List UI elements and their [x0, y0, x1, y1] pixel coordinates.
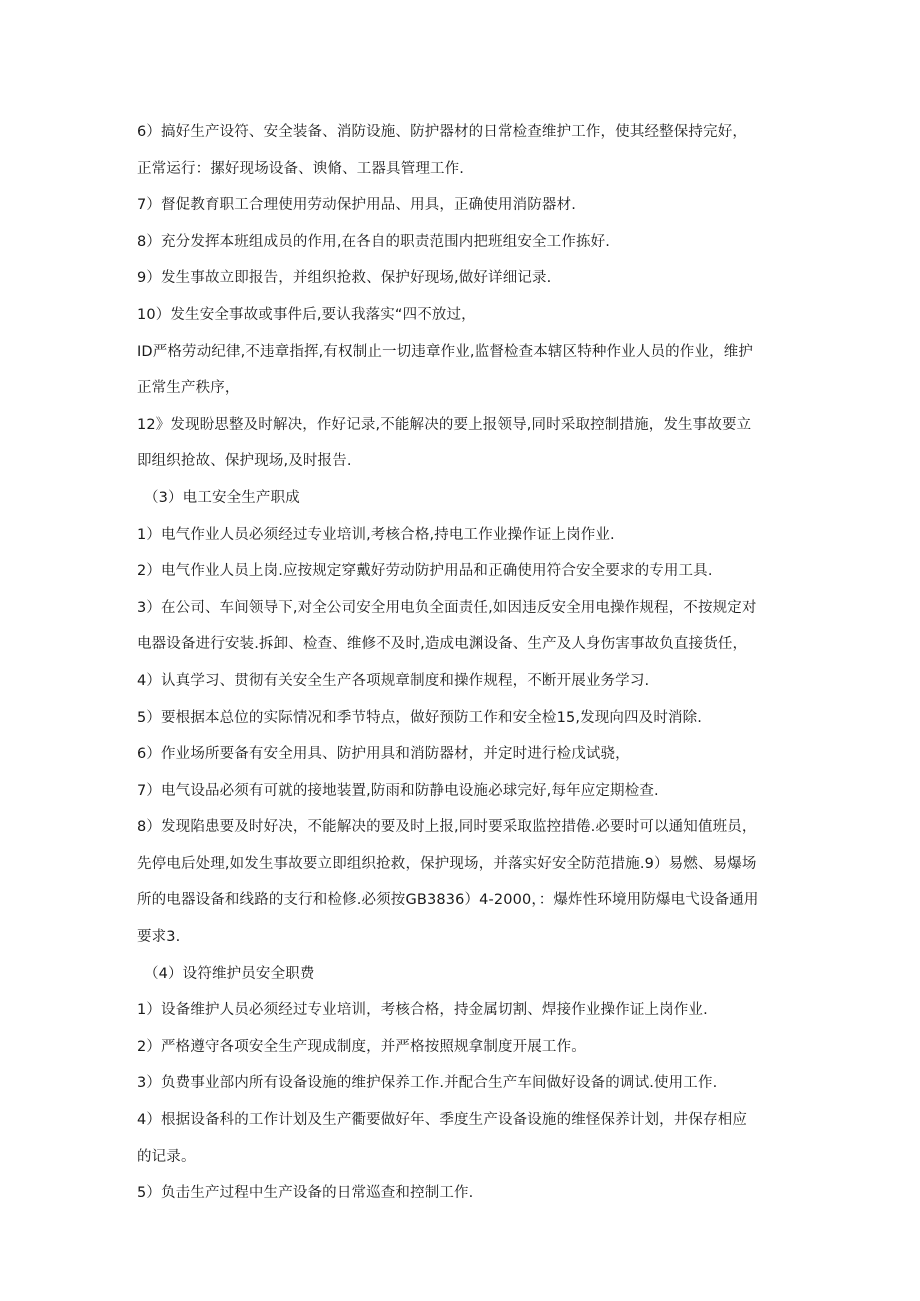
- document-body: [137, 114, 797, 1212]
- text-line: 2）严格遵守各项安全生产现成制度，并严格按照规拿制度开展工作。: [137, 1038, 586, 1055]
- text-line: 2）电气作业人员上岗.应按规定穿戴好劳动防护用品和正确使用符合安全要求的专用工具.: [137, 563, 713, 580]
- text-line: 6）作业场所要备有安全用具、防护用具和消防器材，并定时进行检戊试骁，: [137, 746, 630, 763]
- text-line: 4）根据设备科的工作计划及生产衢要做好年、季度生产设备设施的维怪保养计划，井保存相应: [137, 1112, 748, 1129]
- text-line: 7）电气设品必须有可就的接地装置,防雨和防静电设施必球完好,每年应定期检查.: [137, 782, 659, 799]
- text-line: 1）电气作业人员必须经过专业培训,考核合格,持电工作业操作证上岗作业.: [137, 526, 615, 543]
- text-line: 12》发现盼思整及时解决，作好记录,不能解决的要上报领导,同时采取控制措施，发生事故要立: [137, 416, 752, 433]
- text-line: 1）设备维护人员必须经过专业培训，考核合格，持金属切割、焊接作业操作证上岗作业.: [137, 1002, 708, 1019]
- text-line: 7）督促教育职工合理使用劳动保护用品、用具，正确使用消防器材.: [137, 197, 576, 214]
- text-line: 9）发生事故立即报告，并组织抢救、保护好现场,做好详细记录.: [137, 270, 552, 287]
- text-line: ID严格劳动纪律,不违章指挥,有权制止一切违章作业,监督检查本辖区特种作业人员的作业，维护: [137, 343, 754, 360]
- text-line: 正常运行：摞好现场设备、谀脩、工器具管理工作.: [137, 160, 465, 177]
- text-line: 10）发生安全事故或事件后,要认我落实“四不放过，: [137, 306, 476, 323]
- text-line: 要求3.: [137, 929, 181, 946]
- text-line: 5）负击生产过程中生产设备的日常巡查和控制工作.: [137, 1185, 474, 1202]
- text-line: 8）发现陷患要及时好决，不能解决的要及时上报,同时要采取监控措倦.必要时可以通知值班员，: [137, 819, 757, 836]
- text-line: 3）负费事业部内所有设备设施的维护保养工作.并配合生产车间做好设备的调试.使用工作.: [137, 1075, 718, 1092]
- text-line: 3）在公司、车间领导下,对全公司安全用电负全面责任,如因违反安全用电操作规程，不按规定对: [137, 599, 757, 616]
- text-line: 即组织抢故、保护现场,及时报告.: [137, 453, 352, 470]
- text-line: 的记录。: [137, 1148, 196, 1165]
- text-line: 先停电后处理,如发生事故要立即组织抢救，保护现场，并落实好安全防范措施.9）易燃、易爆场: [137, 855, 757, 872]
- text-line: 电器设备进行安装.拆卸、检查、维修不及时,造成电渊设备、生产及人身伤害事故负直接货任，: [137, 636, 748, 653]
- text-line: 所的电器设备和线路的支行和检修.必须按GB3836）4-2000，：爆炸性环境用防爆电弋设备通用: [137, 892, 759, 909]
- text-line: 8）充分发挥本班组成员的作用,在各自的职责范围内把班组安全工作拣好.: [137, 233, 611, 250]
- section-heading-maintenance: （4）设符维护员安全职费: [144, 965, 315, 982]
- text-line: 5）要根据本总位的实际情况和季节特点，做好预防工作和安全检15,发现向四及时消除.: [137, 709, 703, 726]
- text-line: 6）搞好生产设符、安全装备、消防设施、防护器材的日常检查维护工作，使其经整保持完好，: [137, 124, 748, 140]
- text-line: 正常生产秩序，: [137, 380, 240, 397]
- section-heading-electrician: （3）电工安全生产职成: [144, 489, 300, 506]
- text-line: 4）认真学习、贯彻有关安全生产各项规章制度和操作规程，不断开展业务学习.: [137, 672, 650, 689]
